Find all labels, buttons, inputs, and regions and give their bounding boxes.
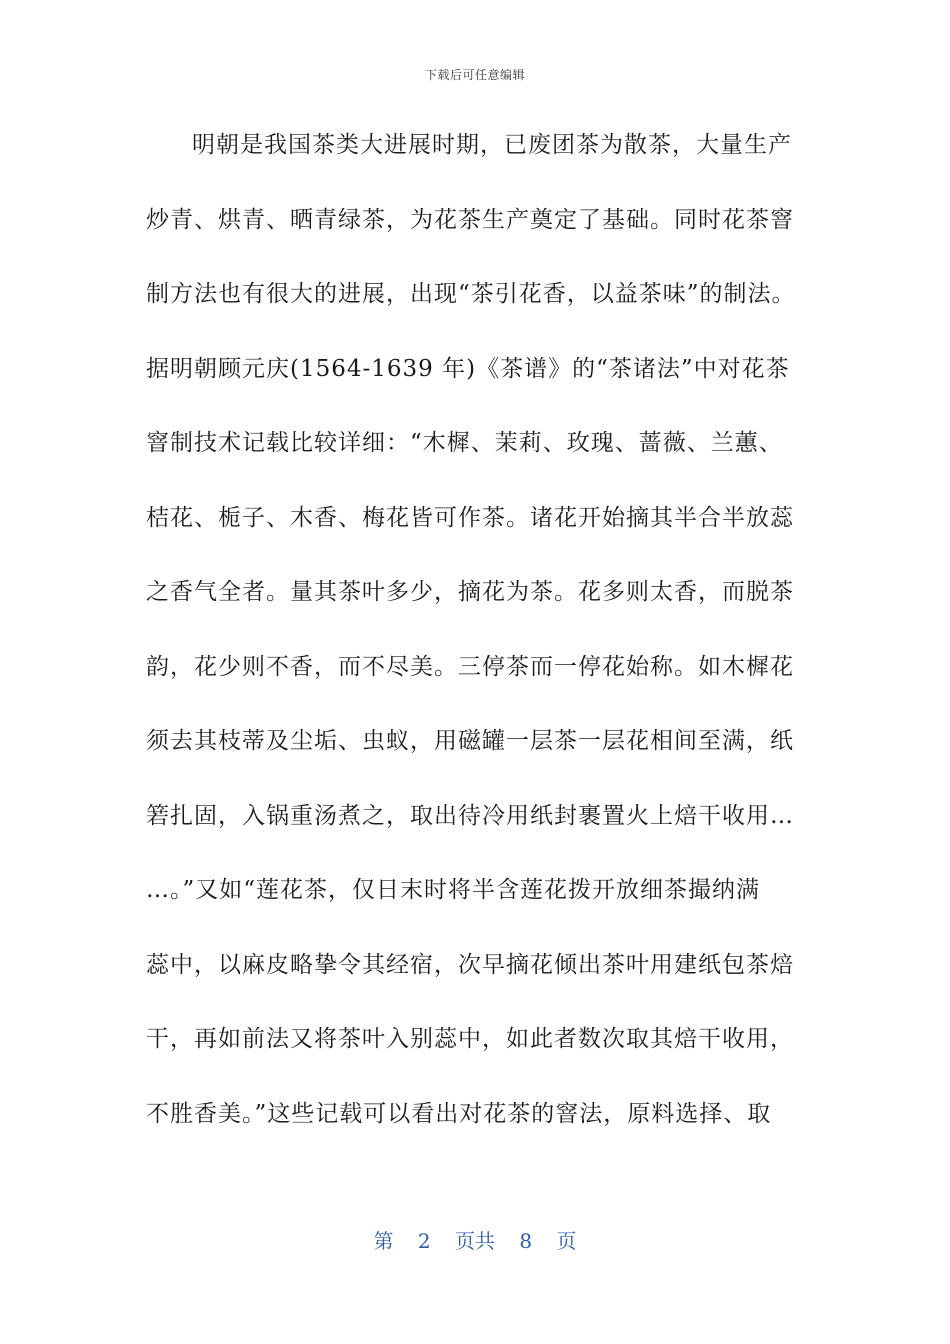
text-line: 干，再如前法又将茶叶入别蕊中，如此者数次取其焙干收用， xyxy=(146,1026,794,1052)
page-header-note: 下载后可任意编辑 xyxy=(424,68,525,82)
footer-middle: 页共 xyxy=(455,1229,495,1253)
text-line: 之香气全者。量其茶叶多少，摘花为茶。花多则太香，而脱茶 xyxy=(146,579,794,605)
footer-prefix: 第 xyxy=(373,1229,394,1253)
text-line: 箬扎固，入锅重汤煮之，取出待冷用纸封裹置火上焙干收用… xyxy=(146,802,794,829)
total-pages-number: 8 xyxy=(519,1229,533,1253)
current-page-number: 2 xyxy=(417,1229,431,1253)
document-body xyxy=(146,120,796,1163)
text-line: 须去其枝蒂及尘垢、虫蚁，用磁罐一层茶一层花相间至满，纸 xyxy=(146,728,794,754)
text-line: 明朝是我国茶类大进展时期，已废团茶为散茶，大量生产 xyxy=(192,132,792,158)
text-line: …。”又如“莲花茶，仅日末时将半含莲花拨开放细茶撮纳满 xyxy=(146,877,761,903)
text-line: 制方法也有很大的进展，出现“茶引花香，以益茶味”的制法。 xyxy=(146,281,796,307)
page-footer xyxy=(0,1225,950,1254)
text-line: 蕊中，以麻皮略挚令其经宿，次早摘花倾出茶叶用建纸包茶焙 xyxy=(146,951,794,978)
text-line: 炒青、烘青、晒青绿茶，为花茶生产奠定了基础。同时花茶窨 xyxy=(146,206,794,233)
text-line: 桔花、栀子、木香、梅花皆可作茶。诸花开始摘其半合半放蕊 xyxy=(146,504,794,531)
text-line: 窨制技术记载比较详细：“木樨、茉莉、玫瑰、蔷薇、兰蕙、 xyxy=(146,430,783,456)
text-line: 据明朝顾元庆(1564-1639 年)《茶谱》的“茶诸法”中对花茶 xyxy=(146,355,790,382)
text-line: 不胜香美。”这些记载可以看出对花茶的窨法，原料选择、取 xyxy=(146,1100,772,1127)
text-line: 韵，花少则不香，而不尽美。三停茶而一停花始称。如木樨花 xyxy=(146,653,794,680)
footer-suffix: 页 xyxy=(556,1229,577,1253)
